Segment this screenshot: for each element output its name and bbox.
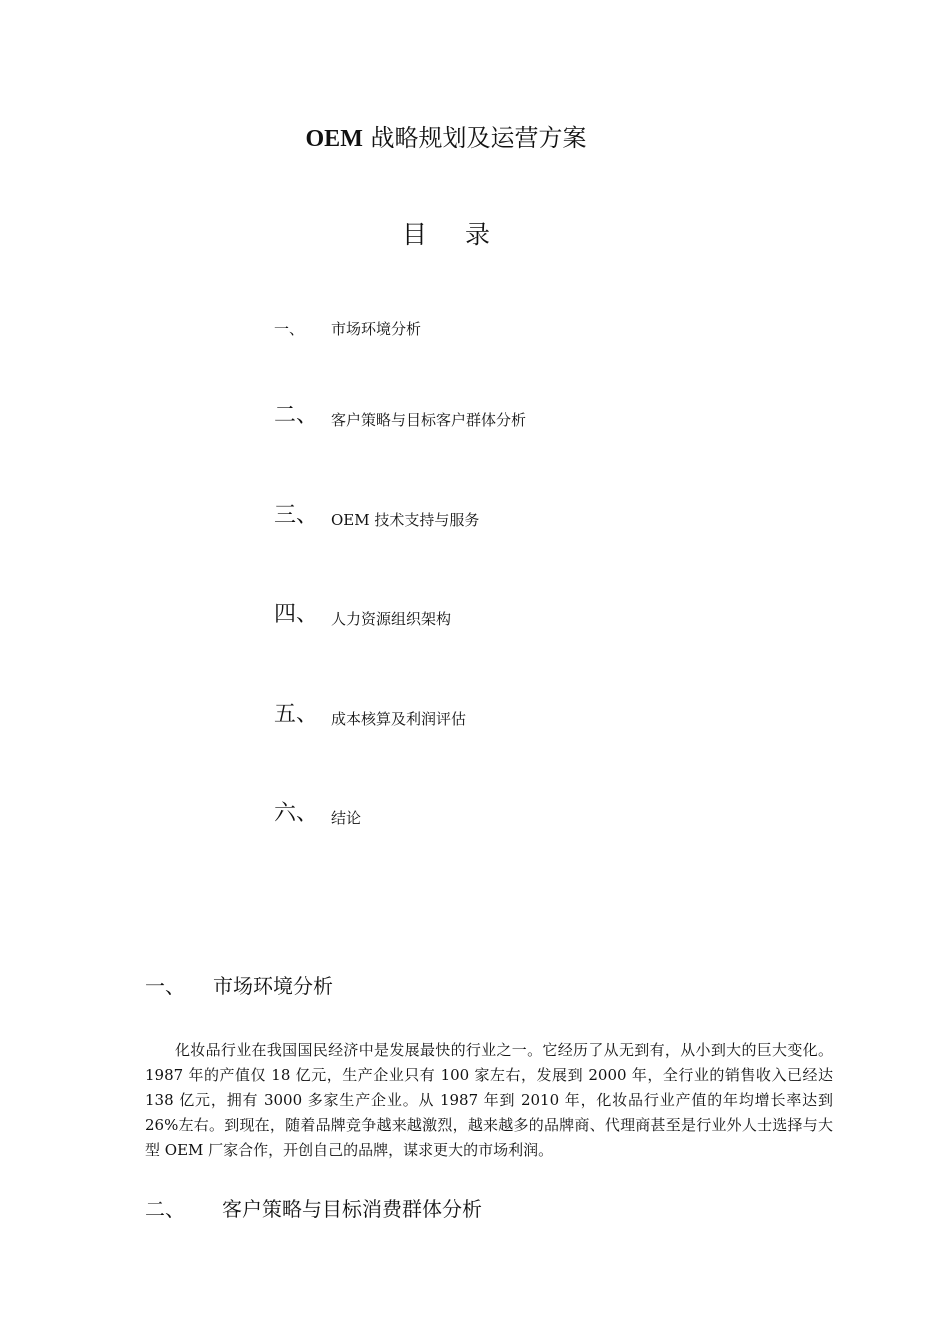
- section-1-paragraph: 化妆品行业在我国国民经济中是发展最快的行业之一。它经历了从无到有，从小到大的巨大变化。1987 年的产值仅 18 亿元，生产企业只有 100 家左右，发展到 2000 年，全行业的销售收入已经达 138 亿元，拥有 3000 多家生产企业。从 1987 年到 2010 年，化妆品行业产值的年均增长率达到 26%左右。到现在，随着品牌竞争越来越激烈，越来越多的品牌商、代理商甚至是行业外人士选择与大型 OEM 厂家合作，开创自己的品牌，谋求更大的市场利润。: [145, 1041, 833, 1159]
- document-title: [0, 118, 892, 153]
- section-1-title: 市场环境分析: [213, 974, 333, 998]
- document-title-latin: OEM: [305, 126, 363, 152]
- section-1-number: 一、: [145, 974, 185, 998]
- section-2-number: 二、: [145, 1197, 185, 1221]
- toc-item-3-text: OEM 技术支持与服务: [331, 511, 480, 529]
- document-title-cjk: 战略规划及运营方案: [370, 124, 587, 152]
- toc-item-6-text: 结论: [331, 809, 362, 827]
- toc-item-6-number: 六、: [274, 801, 319, 826]
- toc-heading: [402, 215, 490, 251]
- toc-heading-right: 录: [465, 220, 491, 249]
- toc-item-4-text: 人力资源组织架构: [331, 610, 452, 628]
- toc-item-5-text: 成本核算及利润评估: [331, 710, 467, 728]
- toc-item-2-text: 客户策略与目标客户群体分析: [331, 411, 527, 429]
- toc-item-5-number: 五、: [274, 702, 319, 727]
- toc-item-3-number: 三、: [274, 503, 319, 528]
- toc-item-1-number: 一、: [274, 320, 305, 338]
- toc-item-4-number: 四、: [274, 602, 319, 627]
- toc-item-2-number: 二、: [274, 403, 319, 428]
- toc-heading-left: 目: [402, 220, 428, 249]
- toc-item-1-text: 市场环境分析: [331, 320, 422, 338]
- section-2-title: 客户策略与目标消费群体分析: [222, 1197, 482, 1221]
